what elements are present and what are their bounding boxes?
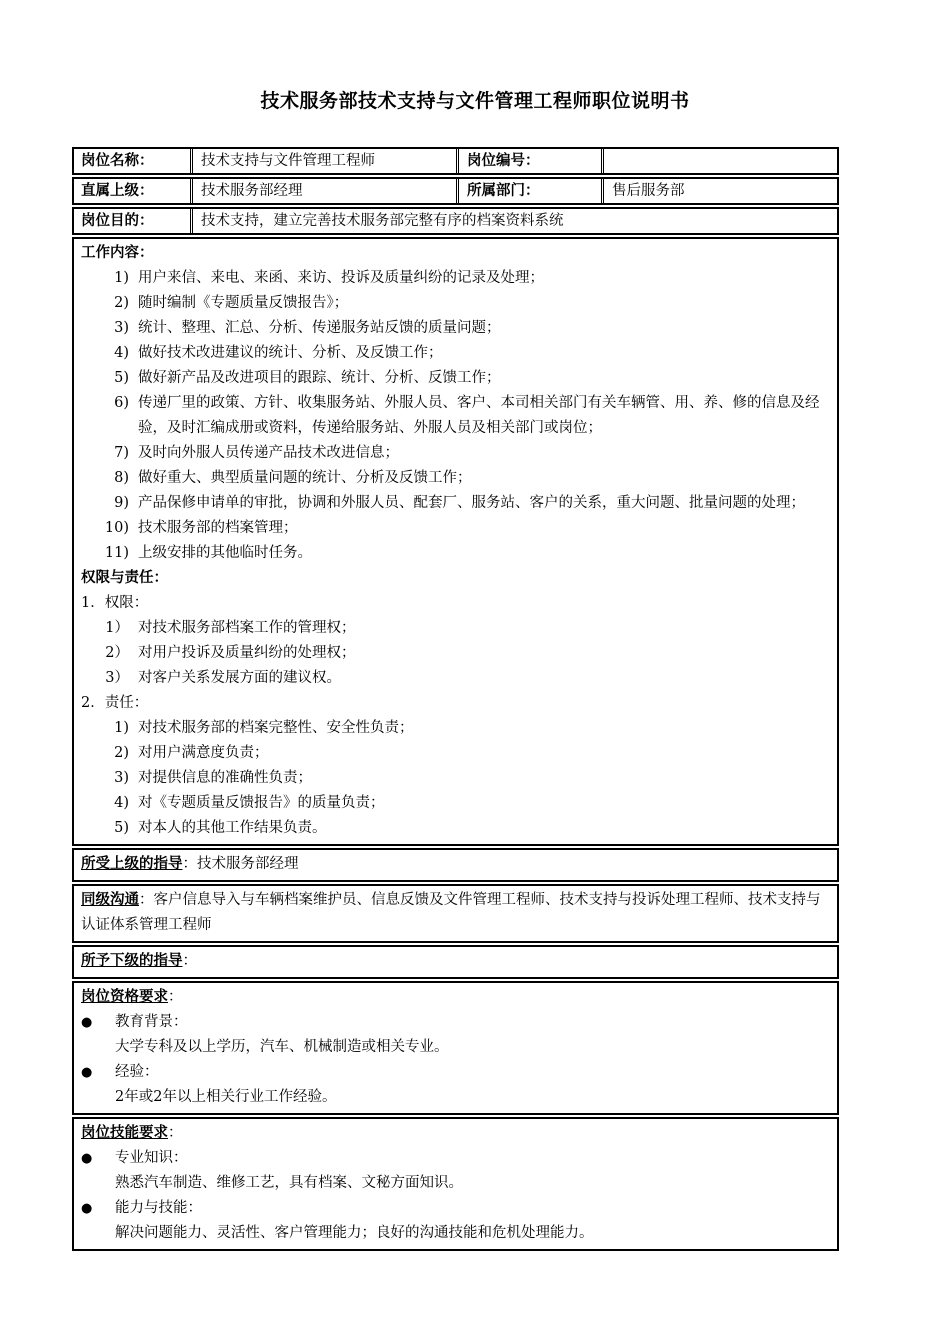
list-item: ● 专业知识：	[81, 1146, 830, 1171]
work-content-section	[72, 237, 839, 846]
list-item: ● 经验：	[81, 1060, 830, 1085]
list-item: 4) 对《专题质量反馈报告》的质量负责；	[114, 795, 385, 811]
job-description-table	[72, 147, 839, 1253]
list-item: 1） 对技术服务部档案工作的管理权；	[105, 620, 356, 636]
work-content-list	[81, 266, 830, 566]
list-item: 8) 做好重大、典型质量问题的统计、分析及反馈工作；	[114, 470, 472, 486]
peer-communication-value: ：客户信息导入与车辆档案维护员、信息反馈及文件管理工程师、技术支持与投诉处理工程师、技术支持与认证体系管理工程师	[81, 892, 821, 933]
list-item: 5) 做好新产品及改进项目的跟踪、统计、分析、反馈工作；	[114, 370, 501, 386]
rights-list	[81, 616, 830, 691]
bullet-icon: ●	[81, 1201, 93, 1216]
list-item: 2） 对用户投诉及质量纠纷的处理权；	[105, 645, 356, 661]
rights-title: 1．权限：	[81, 595, 149, 611]
qualification-detail: 2年或2年以上相关行业工作经验。	[115, 1089, 337, 1105]
purpose-row	[72, 207, 839, 235]
department-value: 售后服务部	[612, 183, 685, 199]
list-item: ● 能力与技能：	[81, 1196, 830, 1221]
subordinate-guidance-section	[72, 945, 839, 979]
list-item: 5) 对本人的其他工作结果负责。	[114, 820, 327, 836]
skills-heading: 岗位技能要求	[81, 1125, 168, 1141]
skill-detail: 熟悉汽车制造、维修工艺，具有档案、文秘方面知识。	[115, 1175, 463, 1191]
list-item: 2) 随时编制《专题质量反馈报告》；	[114, 295, 349, 311]
superior-guidance-label: 所受上级的指导	[81, 856, 183, 872]
list-item: 10) 技术服务部的档案管理；	[104, 520, 298, 536]
list-item: 1) 对技术服务部的档案完整性、安全性负责；	[114, 720, 414, 736]
skill-detail: 解决问题能力、灵活性、客户管理能力；良好的沟通技能和危机处理能力。	[115, 1225, 594, 1241]
skills-section: 岗位技能要求： ● 专业知识： 熟悉汽车制造、维修工艺，具有档案、文秘方面知识。 ● 能力与技能： 解决问题能力、灵活性、客户管理能力；良好的沟通技能和危机处理能力。	[72, 1117, 839, 1251]
position-number-value	[604, 148, 838, 174]
list-item: 3） 对客户关系发展方面的建议权。	[105, 670, 341, 686]
page-title: 技术服务部技术支持与文件管理工程师职位说明书	[260, 90, 690, 112]
qualifications-section: 岗位资格要求： ● 教育背景： 大学专科及以上学历，汽车、机械制造或相关专业。 ● 经验： 2年或2年以上相关行业工作经验。	[72, 981, 839, 1115]
peer-communication-label: 同级沟通	[81, 892, 139, 908]
bullet-icon: ●	[81, 1015, 93, 1030]
purpose-label: 岗位目的：	[73, 208, 193, 234]
bullet-icon: ●	[81, 1065, 93, 1080]
qualification-detail: 大学专科及以上学历，汽车、机械制造或相关专业。	[115, 1039, 449, 1055]
work-content-heading: 工作内容：	[81, 245, 154, 261]
bullet-icon: ●	[81, 1151, 93, 1166]
superior-guidance-value: ：技术服务部经理	[182, 856, 299, 872]
position-name-label: 岗位名称：	[73, 148, 193, 174]
duties-title: 2．责任：	[81, 695, 149, 711]
list-item: 3) 统计、整理、汇总、分析、传递服务站反馈的质量问题；	[114, 320, 501, 336]
list-item: 1) 用户来信、来电、来函、来访、投诉及质量纠纷的记录及处理；	[114, 270, 544, 286]
subordinate-guidance-value: ：	[182, 953, 197, 969]
purpose-value: 技术支持，建立完善技术服务部完整有序的档案资料系统	[201, 213, 564, 229]
department-label: 所属部门：	[459, 178, 604, 204]
list-item: 3) 对提供信息的准确性负责；	[114, 770, 312, 786]
list-item: 2) 对用户满意度负责；	[114, 745, 269, 761]
list-item: ● 教育背景：	[81, 1010, 830, 1035]
direct-superior-value: 技术服务部经理	[193, 178, 459, 204]
list-item: 11) 上级安排的其他临时任务。	[104, 545, 312, 561]
header-row-1	[72, 147, 839, 175]
position-name-value: 技术支持与文件管理工程师	[193, 148, 459, 174]
header-row-2	[72, 177, 839, 205]
peer-communication-section	[72, 884, 839, 943]
subordinate-guidance-label: 所予下级的指导	[81, 953, 183, 969]
qualifications-heading: 岗位资格要求	[81, 989, 168, 1005]
list-item: 9) 产品保修申请单的审批，协调和外服人员、配套厂、服务站、客户的关系，重大问题、批量问题的处理；	[114, 495, 805, 511]
direct-superior-label: 直属上级：	[73, 178, 193, 204]
list-item: 6) 传递厂里的政策、方针、收集服务站、外服人员、客户、本司相关部门有关车辆管、用、养、修的信息及经验，及时汇编成册或资料，传递给服务站、外服人员及相关部门或岗位；	[114, 395, 820, 436]
superior-guidance-section	[72, 848, 839, 882]
authority-heading: 权限与责任：	[81, 570, 168, 586]
duties-list	[81, 716, 830, 841]
list-item: 7) 及时向外服人员传递产品技术改进信息；	[114, 445, 399, 461]
list-item: 4) 做好技术改进建议的统计、分析、及反馈工作；	[114, 345, 443, 361]
position-number-label: 岗位编号：	[459, 148, 604, 174]
